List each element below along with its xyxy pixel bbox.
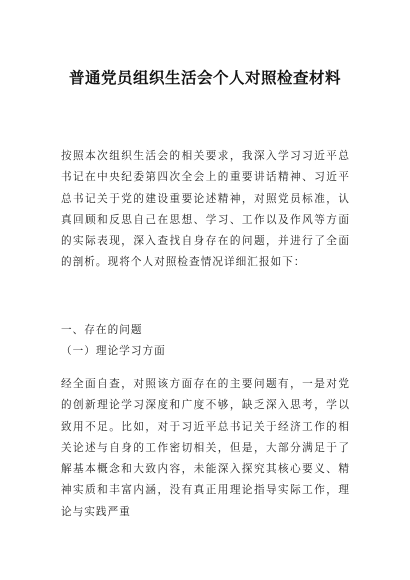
- document-title: 普通党员组织生活会个人对照检查材料: [68, 69, 341, 87]
- subsection-heading: （一）理论学习方面: [61, 345, 166, 357]
- intro-paragraph: 按照本次组织生活会的相关要求，我深入学习习近平总书记在中央纪委第四次全会上的重要讲话精神、习近平总书记关于党的建设重要论述精神，对照党员标准，认真回顾和反思自己在思想、学习、工作以及作风等方面的实际表现，深入查找自身存在的问题，并进行了全面的剖析。现将个人对照检查情况详细汇报如下：: [61, 150, 350, 269]
- section-heading: 一、存在的问题: [61, 324, 143, 336]
- body-paragraph: 经全面自查，对照该方面存在的主要问题有，一是对党的创新理论学习深度和广度不够，缺乏深入思考，学以致用不足。比如，对于习近平总书记关于经济工作的相关论述与自身的工作密切相关，但是，大部分满足于了解基本概念和大致内容，未能深入探究其核心要义、精神实质和丰富内涵，没有真正用理论指导实际工作，理论与实践严重: [61, 378, 350, 518]
